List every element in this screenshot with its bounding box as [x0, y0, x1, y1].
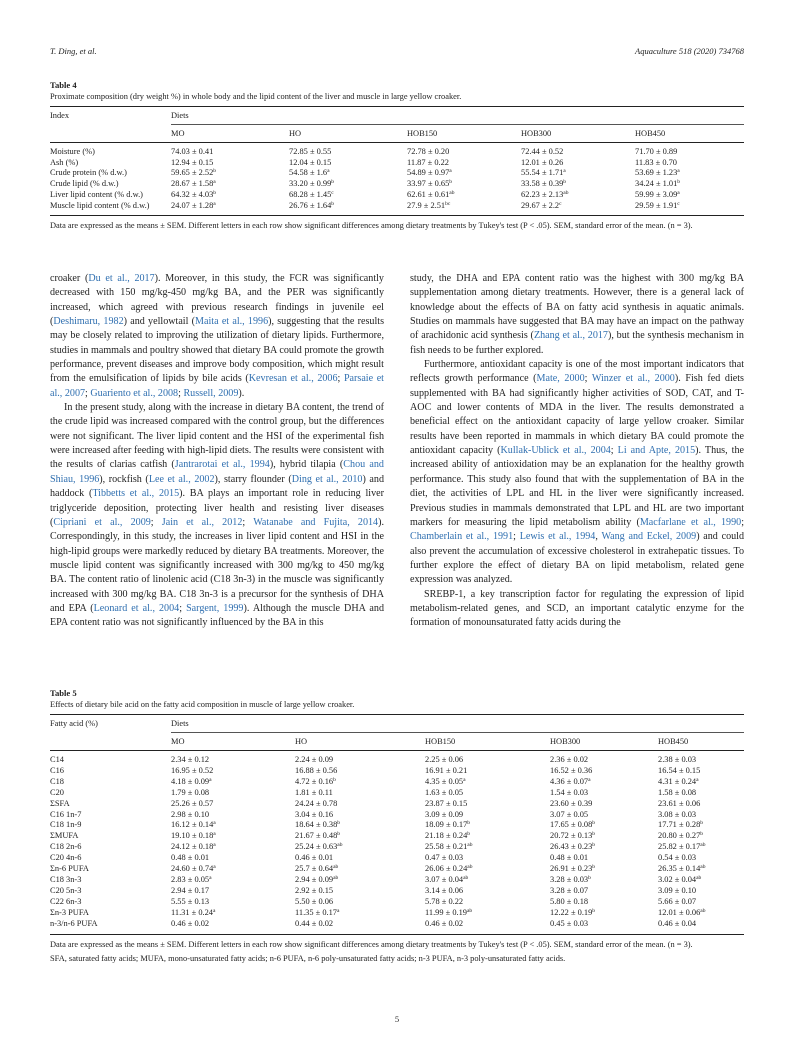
significance-letter: ab: [466, 907, 473, 914]
table-cell: 71.70 ± 0.89: [635, 147, 678, 156]
table-row: [50, 886, 744, 897]
significance-letter: c: [559, 200, 562, 207]
table-cell: 0.46 ± 0.02: [171, 918, 210, 928]
running-header-journal: Aquaculture 518 (2020) 734768: [635, 46, 744, 56]
significance-letter: a: [677, 189, 680, 196]
row-label: C18: [50, 776, 64, 786]
diets-header: Diets: [171, 107, 744, 125]
table-cell: 1.79 ± 0.08: [171, 787, 210, 797]
table-4: [50, 80, 744, 232]
significance-letter: b: [677, 179, 681, 186]
table-cell: 1.81 ± 0.11: [295, 787, 333, 797]
table-cell: 25.26 ± 0.57: [171, 798, 214, 808]
table-5-footnote: Data are expressed as the means ± SEM. Different letters in each row show significant differences among dietary treatments by Tukey's test (P < .05). SEM, standard error of the mean. (n = 3).: [50, 939, 693, 949]
significance-letter: a: [463, 776, 466, 783]
significance-letter: c: [331, 189, 334, 196]
body-paragraph: croaker (Du et al., 2017). Moreover, in this study, the FCR was significantly decreased with 150 mg/kg-450 mg/kg BA, and the PER was significantly increased, which agreed with previous research findings in juvenile eel (Deshimaru, 1982) and yellowtail (Maita et al., 1996), suggesting that the results may be closely related to improving the utilization of dietary lipids. Furthermore, studies in mammals and poultry showed that dietary BA could promote the growth performance, prevent diseases and improve body composition, which might result from the emulsification of lipids by bile acids (Kevresan et al., 2006; Parsaie et al., 2007; Guariento et al., 2008; Russell, 2009).: [50, 273, 384, 399]
index-header: Index: [50, 111, 70, 121]
citation-link[interactable]: Zhang et al., 2017: [533, 330, 608, 342]
significance-letter: b: [588, 874, 591, 881]
table-row: [50, 908, 744, 919]
row-label: C18 2n-6: [50, 842, 82, 852]
table-cell: 11.87 ± 0.22: [407, 157, 449, 167]
table-cell: 4.31 ± 0.24$^a$: [658, 776, 699, 786]
table-row: [50, 810, 744, 821]
citation-link[interactable]: Jain et al., 2012: [161, 516, 243, 528]
significance-letter: a: [696, 776, 699, 783]
table-cell: 3.14 ± 0.06: [425, 885, 464, 895]
table-cell: 26.35 ± 0.14$^{ab}$: [658, 864, 706, 874]
table-cell: 26.06 ± 0.24$^{ab}$: [425, 864, 473, 874]
table-cell: 3.28 ± 0.03$^b$: [550, 874, 591, 884]
citation-link[interactable]: Wang and Eckel, 2009: [601, 531, 697, 543]
table-row: [50, 158, 744, 169]
table-cell: 3.02 ± 0.04$^{ab}$: [658, 874, 702, 884]
table-cell: 62.23 ± 2.13$^{ab}$: [521, 189, 569, 199]
column-header: MO: [171, 737, 185, 746]
table-cell: 19.10 ± 0.18$^a$: [171, 831, 216, 841]
table-4-grid: [50, 106, 744, 216]
row-label: Ash (%): [50, 157, 79, 167]
table-cell: 2.83 ± 0.05$^a$: [171, 874, 212, 884]
table-cell: 0.54 ± 0.03: [658, 853, 697, 863]
table-row: [50, 147, 744, 158]
page-number: 5: [394, 1014, 400, 1024]
significance-letter: a: [677, 168, 680, 175]
table-cell: 4.35 ± 0.05$^a$: [425, 776, 466, 786]
table-row: [50, 820, 744, 831]
citation-link[interactable]: Sargent, 1999: [186, 602, 244, 614]
body-right-column: [410, 272, 744, 631]
table-cell: 12.01 ± 0.06$^{ab}$: [658, 907, 706, 917]
table-cell: 26.76 ± 1.64$^b$: [289, 200, 335, 210]
table-cell: 3.04 ± 0.16: [295, 809, 334, 819]
table-cell: 72.44 ± 0.52: [521, 147, 564, 156]
table-cell: 11.83 ± 0.70: [635, 157, 677, 167]
table-cell: 16.91 ± 0.21: [425, 765, 468, 775]
citation-link[interactable]: Parsaie et al., 2007: [50, 373, 384, 399]
row-label: C14: [50, 755, 64, 764]
table-row: [50, 179, 744, 190]
citation-link[interactable]: Winzer et al., 2000: [591, 373, 675, 385]
table-cell: 74.03 ± 0.41: [171, 147, 214, 156]
column-header: HO: [295, 737, 308, 746]
body-left-column: [50, 272, 384, 631]
table-cell: 54.89 ± 0.97$^a$: [407, 168, 452, 178]
significance-letter: ab: [333, 874, 339, 881]
citation-link[interactable]: Leonard et al., 2004: [93, 602, 180, 614]
significance-letter: b: [331, 200, 335, 207]
table-cell: 4.36 ± 0.07$^a$: [550, 776, 591, 786]
table-cell: 2.36 ± 0.02: [550, 755, 589, 764]
table-cell: 34.24 ± 1.01$^b$: [635, 179, 681, 189]
significance-letter: ab: [333, 864, 339, 871]
significance-letter: b: [213, 168, 217, 175]
table-cell: 23.87 ± 0.15: [425, 798, 468, 808]
significance-letter: a: [213, 179, 216, 186]
table-row: [50, 190, 744, 201]
table-cell: 2.24 ± 0.09: [295, 755, 334, 764]
table-cell: 12.01 ± 0.26: [521, 157, 564, 167]
body-paragraph: Furthermore, antioxidant capacity is one of the most important indicators that reflects growth performance (Mate, 2000; Winzer et al., 2000). Fish fed diets supplemented with BA had significantly higher activities of SOD, CAT, and T-AOC and lower contents of MDA in the liver. The results demonstrated a beneficial effect on the antioxidant capacity of large yellow croaker. Similar results have been reported in mammals in which dietary BA could promote the antioxidant capacity (Kullak-Ublick et al., 2004; Li and Apte, 2015). Thus, the increased ability of antioxidation may be an explanation for the healthy growth performance. This study also found that with the supplementation of BA in the diet, the activities of LPL and HL in the liver were significantly increased. Previous studies in mammals demonstrated that LPL and HL are two important markers for measuring the lipid metabolism ability (Macfarlane et al., 1990; Chamberlain et al., 1991; Lewis et al., 1994, Wang and Eckel, 2009) and could also prevent the accumulation of excessive cholesterol in extrahepatic tissues. To further explore the effect of dietary BA on lipid metabolism, related gene expression was analyzed.: [410, 359, 745, 586]
significance-letter: a: [213, 200, 216, 207]
table-cell: 53.69 ± 1.23$^a$: [635, 168, 680, 178]
row-label: Crude lipid (% d.w.): [50, 179, 119, 189]
citation-link[interactable]: Maita et al., 1996: [195, 316, 269, 328]
table-cell: 0.48 ± 0.01: [171, 853, 210, 863]
citation-link[interactable]: Guariento et al., 2008: [90, 387, 179, 399]
significance-letter: b: [592, 864, 596, 871]
citation-link[interactable]: Du et al., 2017: [88, 273, 155, 284]
table-cell: 2.94 ± 0.17: [171, 885, 210, 895]
table-row: [50, 777, 744, 788]
significance-letter: b: [563, 179, 567, 186]
significance-letter: b: [333, 776, 336, 783]
table-cell: 3.08 ± 0.03: [658, 809, 697, 819]
table-cell: 2.38 ± 0.03: [658, 755, 697, 764]
table-cell: 1.54 ± 0.03: [550, 787, 589, 797]
row-label: Σn-3 PUFA: [50, 907, 89, 917]
row-label: Liver lipid content (% d.w.): [50, 189, 143, 199]
table-cell: 3.28 ± 0.07: [550, 885, 589, 895]
table-row: [50, 201, 744, 212]
table-cell: 1.58 ± 0.08: [658, 787, 697, 797]
citation-link[interactable]: Ding et al., 2010: [291, 473, 363, 485]
significance-letter: b: [592, 831, 596, 838]
citation-link[interactable]: Jantrarotai et al., 1994: [174, 459, 270, 471]
citation-link[interactable]: Tibbetts et al., 2015: [92, 488, 180, 500]
table-cell: 0.48 ± 0.01: [550, 853, 589, 863]
table-5-abbreviations: SFA, saturated fatty acids; MUFA, mono-unsaturated fatty acids; n-6 PUFA, n-6 poly-unsaturated fatty acids; n-3 PUFA, n-3 poly-unsaturated fatty acids.: [50, 953, 566, 963]
table-cell: 20.72 ± 0.13$^b$: [550, 831, 596, 841]
table-cell: 33.58 ± 0.39$^b$: [521, 179, 567, 189]
table-4-footnote: Data are expressed as the means ± SEM. Different letters in each row show significant differences among dietary treatments by Tukey's test (P < .05). SEM, standard error of the mean. (n = 3).: [50, 221, 693, 231]
index-header: Fatty acid (%): [50, 719, 98, 729]
table-cell: 16.52 ± 0.36: [550, 765, 593, 775]
table-cell: 72.78 ± 0.20: [407, 147, 450, 156]
table-cell: 72.85 ± 0.55: [289, 147, 332, 156]
table-cell: 64.32 ± 4.03$^b$: [171, 189, 217, 199]
table-cell: 24.12 ± 0.18$^a$: [171, 842, 216, 852]
significance-letter: a: [212, 907, 216, 914]
table-row: [50, 853, 744, 864]
table-row: [50, 897, 744, 908]
citation-link[interactable]: Mate, 2000: [536, 373, 585, 385]
table-cell: 2.92 ± 0.15: [295, 885, 334, 895]
citation-link[interactable]: Russell, 2009: [183, 387, 239, 399]
significance-letter: a: [213, 842, 216, 849]
table-5-caption: Effects of dietary bile acid on the fatty acid composition in muscle of large yellow croaker.: [50, 700, 355, 709]
column-header: HO: [289, 129, 302, 138]
column-header: HOB450: [658, 737, 689, 746]
table-5: [50, 688, 744, 964]
table-5-label: Table 5: [50, 688, 77, 698]
citation-link[interactable]: Chamberlain et al., 1991: [410, 531, 514, 543]
table-row: [50, 842, 744, 853]
table-cell: 24.07 ± 1.28$^a$: [171, 200, 216, 210]
table-cell: 16.95 ± 0.52: [171, 765, 214, 775]
table-cell: 5.66 ± 0.07: [658, 896, 697, 906]
significance-letter: b: [337, 820, 341, 827]
significance-letter: a: [563, 168, 566, 175]
significance-letter: ab: [563, 189, 569, 196]
table-cell: 68.28 ± 1.45$^c$: [289, 189, 334, 199]
row-label: Crude protein (% d.w.): [50, 168, 127, 178]
row-label: C16: [50, 765, 64, 775]
table-cell: 25.7 ± 0.64$^{ab}$: [295, 864, 339, 874]
table-cell: 24.60 ± 0.74$^a$: [171, 864, 216, 874]
table-cell: 0.47 ± 0.03: [425, 853, 464, 863]
row-label: Moisture (%): [50, 147, 95, 156]
table-cell: 16.12 ± 0.14$^a$: [171, 820, 216, 830]
table-cell: 5.80 ± 0.18: [550, 896, 589, 906]
significance-letter: ab: [337, 842, 343, 849]
table-cell: 17.71 ± 0.28$^b$: [658, 820, 704, 830]
table-cell: 33.97 ± 0.65$^b$: [407, 179, 453, 189]
citation-link[interactable]: Chou and Shiau, 1996: [50, 459, 384, 485]
table-cell: 2.98 ± 0.10: [171, 809, 210, 819]
table-cell: 1.63 ± 0.05: [425, 787, 464, 797]
table-cell: 2.94 ± 0.09$^{ab}$: [295, 874, 339, 884]
citation-link[interactable]: Lee et al., 2002: [148, 473, 215, 485]
table-row: [50, 168, 744, 179]
table-cell: 16.54 ± 0.15: [658, 765, 701, 775]
table-cell: 2.25 ± 0.06: [425, 755, 464, 764]
significance-letter: ab: [463, 874, 469, 881]
significance-letter: ab: [696, 874, 702, 881]
table-row: [50, 755, 744, 766]
table-cell: 21.67 ± 0.48$^b$: [295, 831, 341, 841]
significance-letter: b: [592, 842, 596, 849]
table-cell: 25.82 ± 0.17$^{ab}$: [658, 842, 706, 852]
significance-letter: b: [467, 820, 471, 827]
table-cell: 24.24 ± 0.78: [295, 798, 338, 808]
row-label: C16 1n-7: [50, 809, 82, 819]
table-cell: 3.07 ± 0.05: [550, 809, 589, 819]
significance-letter: b: [700, 820, 704, 827]
column-header: HOB300: [521, 129, 552, 138]
table-cell: 0.45 ± 0.03: [550, 918, 589, 928]
running-header: [50, 46, 744, 58]
table-4-caption: Proximate composition (dry weight %) in whole body and the lipid content of the liver and muscle in large yellow croaker.: [50, 92, 462, 101]
citation-link[interactable]: Watanabe and Fujita, 2014: [253, 516, 379, 528]
table-cell: 11.35 ± 0.17$^a$: [295, 907, 340, 917]
table-cell: 12.04 ± 0.15: [289, 157, 332, 167]
table-cell: 29.59 ± 1.91$^c$: [635, 200, 680, 210]
table-cell: 5.78 ± 0.22: [425, 896, 464, 906]
table-cell: 5.55 ± 0.13: [171, 896, 210, 906]
significance-letter: ab: [449, 189, 455, 196]
significance-letter: ab: [700, 907, 706, 914]
table-cell: 18.09 ± 0.17$^b$: [425, 820, 471, 830]
significance-letter: a: [209, 874, 212, 881]
table-cell: 0.46 ± 0.01: [295, 853, 334, 863]
table-cell: 0.46 ± 0.04: [658, 918, 697, 928]
column-header: MO: [171, 129, 185, 138]
significance-letter: a: [213, 864, 216, 871]
table-cell: 17.65 ± 0.08$^b$: [550, 820, 596, 830]
table-row: [50, 864, 744, 875]
significance-letter: c: [677, 200, 680, 207]
significance-letter: ab: [467, 864, 473, 871]
significance-letter: b: [592, 820, 596, 827]
column-header: HOB150: [407, 129, 438, 138]
citation-link[interactable]: Macfarlane et al., 1990: [639, 516, 742, 528]
table-cell: 2.34 ± 0.12: [171, 755, 210, 764]
table-cell: 0.46 ± 0.02: [425, 918, 464, 928]
running-header-authors: T. Ding, et al.: [50, 46, 97, 56]
table-row: [50, 875, 744, 886]
row-label: Muscle lipid content (% d.w.): [50, 200, 150, 210]
table-cell: 20.80 ± 0.27$^b$: [658, 831, 704, 841]
row-label: C22 6n-3: [50, 896, 82, 906]
citation-link[interactable]: Cipriani et al., 2009: [53, 516, 151, 528]
significance-letter: a: [449, 168, 452, 175]
table-row: [50, 831, 744, 842]
significance-letter: b: [592, 907, 596, 914]
significance-letter: a: [327, 168, 330, 175]
table-cell: 29.67 ± 2.2$^c$: [521, 200, 562, 210]
table-cell: 16.88 ± 0.56: [295, 765, 338, 775]
significance-letter: b: [700, 831, 704, 838]
table-cell: 23.60 ± 0.39: [550, 798, 593, 808]
table-cell: 26.91 ± 0.23$^b$: [550, 864, 596, 874]
significance-letter: b: [331, 179, 335, 186]
table-cell: 18.64 ± 0.38$^b$: [295, 820, 341, 830]
significance-letter: b: [467, 831, 471, 838]
significance-letter: b: [337, 831, 341, 838]
table-cell: 11.31 ± 0.24$^a$: [171, 907, 216, 917]
table-cell: 26.43 ± 0.23$^b$: [550, 842, 596, 852]
body-paragraph: study, the DHA and EPA content ratio was the highest with 300 mg/kg BA supplementation among dietary treatments. However, there is a general lack of knowledge about the effects of BA on fatty acid synthesis in aquatic animals. Studies on mammals have suggested that BA may have an impact on the pathway of arachidonic acid synthesis (Zhang et al., 2017), but the synthesis mechanism in fish needs to be further explored.: [410, 273, 744, 356]
citation-link[interactable]: Deshimaru, 1982: [53, 316, 124, 328]
significance-letter: bc: [445, 200, 451, 207]
row-label: C20 5n-3: [50, 885, 82, 895]
citation-link[interactable]: Kevresan et al., 2006: [248, 373, 338, 385]
table-cell: 59.99 ± 3.09$^a$: [635, 189, 680, 199]
table-4-label: Table 4: [50, 80, 77, 90]
table-row: [50, 788, 744, 799]
column-header: HOB300: [550, 737, 581, 746]
table-cell: 11.99 ± 0.19$^{ab}$: [425, 907, 473, 917]
table-cell: 25.58 ± 0.21$^{ab}$: [425, 842, 473, 852]
table-5-grid: [50, 714, 744, 935]
significance-letter: ab: [700, 842, 706, 849]
table-cell: 3.09 ± 0.09: [425, 809, 464, 819]
significance-letter: b: [449, 179, 453, 186]
row-label: ΣMUFA: [50, 831, 79, 841]
table-cell: 25.24 ± 0.63$^{ab}$: [295, 842, 343, 852]
table-cell: 21.18 ± 0.24$^b$: [425, 831, 471, 841]
table-cell: 3.07 ± 0.04$^{ab}$: [425, 874, 469, 884]
row-label: C20: [50, 787, 64, 797]
table-row: [50, 919, 744, 930]
row-label: C20 4n-6: [50, 853, 82, 863]
column-header: HOB450: [635, 129, 666, 138]
citation-link[interactable]: Kullak-Ublick et al., 2004: [500, 445, 611, 457]
table-cell: 27.9 ± 2.51$^{bc}$: [407, 200, 451, 210]
table-cell: 4.72 ± 0.16$^b$: [295, 776, 336, 786]
row-label: C18 1n-9: [50, 820, 82, 830]
row-label: Σn-6 PUFA: [50, 864, 89, 874]
table-cell: 55.54 ± 1.71$^a$: [521, 168, 566, 178]
table-cell: 0.44 ± 0.02: [295, 918, 334, 928]
significance-letter: a: [213, 831, 216, 838]
table-cell: 4.18 ± 0.09$^a$: [171, 776, 212, 786]
significance-letter: ab: [700, 864, 706, 871]
table-cell: 54.58 ± 1.6$^a$: [289, 168, 330, 178]
column-header: HOB150: [425, 737, 456, 746]
table-row: [50, 799, 744, 810]
table-cell: 59.65 ± 2.52$^b$: [171, 168, 217, 178]
table-cell: 28.67 ± 1.58$^a$: [171, 179, 216, 189]
row-label: n-3/n-6 PUFA: [50, 918, 98, 928]
table-cell: 3.09 ± 0.10: [658, 885, 697, 895]
body-paragraph: SREBP-1, a key transcription factor for regulating the expression of lipid metabolism-related genes, and SCD, an important catalytic enzyme for the formation of monounsaturated fatty acids during the: [410, 588, 744, 629]
table-cell: 12.94 ± 0.15: [171, 157, 214, 167]
citation-link[interactable]: Lewis et al., 1994: [519, 531, 596, 543]
table-cell: 5.50 ± 0.06: [295, 896, 334, 906]
table-row: [50, 766, 744, 777]
significance-letter: b: [213, 189, 217, 196]
significance-letter: a: [336, 907, 340, 914]
significance-letter: a: [213, 820, 216, 827]
citation-link[interactable]: Li and Apte, 2015: [617, 445, 696, 457]
body-paragraph: In the present study, along with the increase in dietary BA content, the trend of the crude lipid was increased compared with the control group, but the differences were not significant. The liver lipid content and the HSI of the experimental fish were increased after feeding with high-lipid diets. The results were consistent with the results of clarias catfish (Jantrarotai et al., 1994), hybrid tilapia (Chou and Shiau, 1996), rockfish (Lee et al., 2002), starry flounder (Ding et al., 2010) and haddock (Tibbetts et al., 2015). BA plays an important role in reducing liver triglyceride deposition, protecting liver health and resisting liver diseases (Cipriani et al., 2009; Jain et al., 2012; Watanabe and Fujita, 2014). Correspondingly, in this study, the increases in liver lipid content and HSI in the high-lipid groups were markedly reduced by dietary BA treatments. Moreover, the muscle lipid content was significantly increased with 300 mg/kg to 450 mg/kg BA. The content ratio of linolenic acid (C18 3n-3) in the muscle was significantly increased with 300 mg/kg BA. C18 3n-3 is a precursor for the synthesis of DHA and EPA (Leonard et al., 2004; Sargent, 1999). Although the muscle DHA and EPA content ratio was not significantly influenced by the BA in this: [50, 402, 385, 629]
table-cell: 62.61 ± 0.61$^{ab}$: [407, 189, 455, 199]
significance-letter: a: [209, 776, 212, 783]
table-cell: 33.20 ± 0.99$^b$: [289, 179, 335, 189]
row-label: C18 3n-3: [50, 874, 82, 884]
row-label: ΣSFA: [50, 798, 70, 808]
table-cell: 12.22 ± 0.19$^b$: [550, 907, 596, 917]
table-cell: 23.61 ± 0.06: [658, 798, 701, 808]
significance-letter: ab: [467, 842, 473, 849]
significance-letter: a: [588, 776, 591, 783]
diets-header: Diets: [171, 715, 744, 733]
